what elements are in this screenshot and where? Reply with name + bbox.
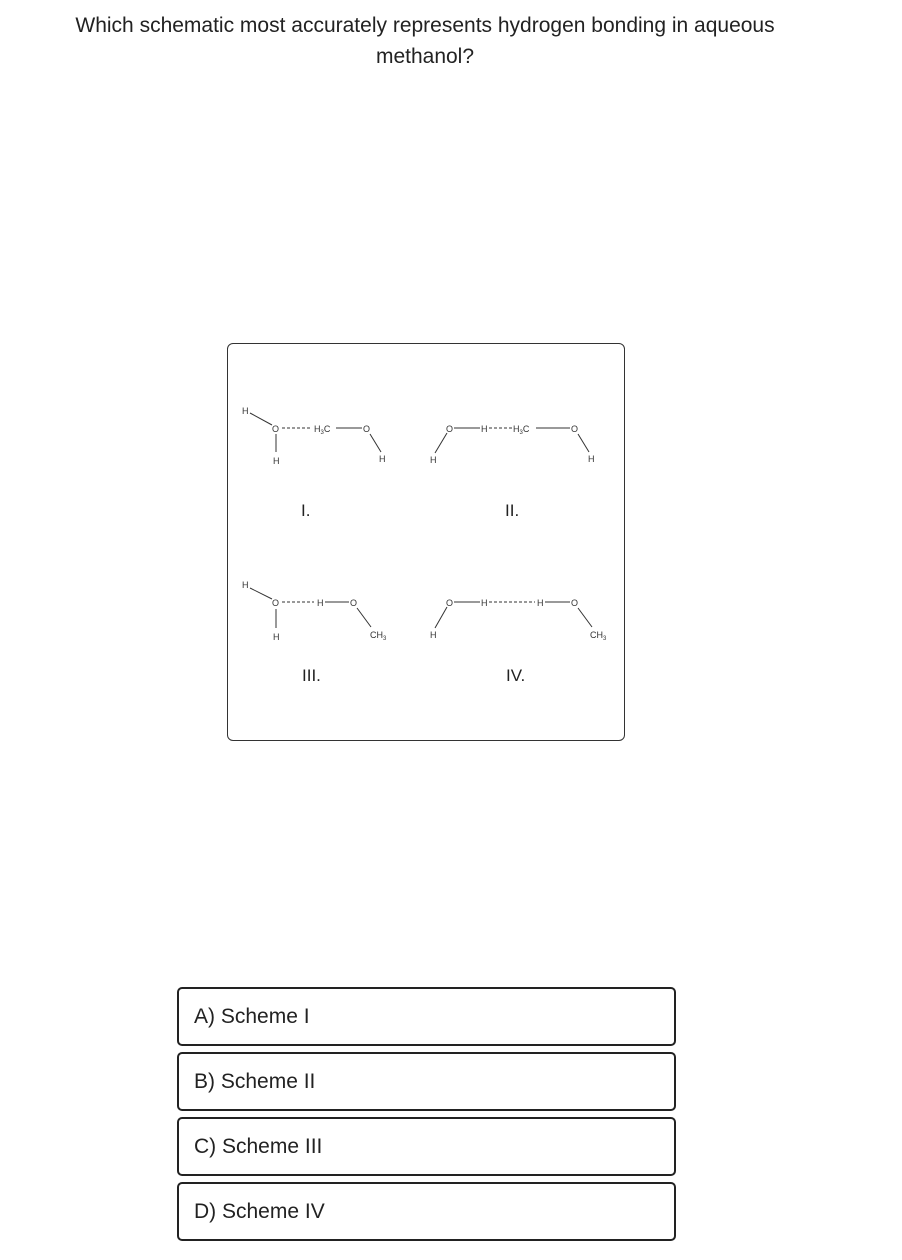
bond-line (435, 433, 447, 453)
atom-h: H (537, 598, 544, 608)
bond-line (357, 608, 371, 627)
scheme-label: I. (301, 501, 311, 520)
scheme-label: II. (505, 501, 520, 520)
option-c-button[interactable] (177, 1117, 676, 1176)
bond-line (250, 588, 272, 599)
bond-line (578, 434, 589, 452)
option-label: D) Scheme IV (194, 1199, 325, 1223)
scheme-label: IV. (506, 666, 526, 685)
option-d-button[interactable] (177, 1182, 676, 1241)
atom-o: O (571, 424, 579, 434)
atom-h: H (317, 598, 324, 608)
scheme-2 (430, 424, 595, 520)
question-line-1: Which schematic most accurately represents hydrogen bonding in aqueous (75, 14, 775, 37)
atom-h: H (430, 455, 437, 465)
scheme-1 (242, 406, 386, 520)
atom-h: H (273, 456, 280, 466)
scheme-4 (430, 598, 607, 685)
atom-o: O (446, 424, 454, 434)
atom-ch3: $CH_3$ (590, 630, 607, 642)
atom-o: O (571, 598, 579, 608)
atom-h: H (242, 406, 249, 416)
scheme-label: III. (302, 666, 321, 685)
option-label: A) Scheme I (194, 1004, 310, 1028)
atom-o: O (272, 598, 280, 608)
atom-h: H (588, 454, 595, 464)
option-label: B) Scheme II (194, 1069, 316, 1093)
atom-h: H (430, 630, 437, 640)
atom-h: H (273, 632, 280, 642)
option-b-button[interactable] (177, 1052, 676, 1111)
schematic-figure (227, 343, 625, 741)
atom-h3c: $H_3C$ (314, 424, 331, 436)
atom-h: H (481, 598, 488, 608)
bond-line (370, 434, 381, 452)
atom-ch3: $CH_3$ (370, 630, 387, 642)
option-label: C) Scheme III (194, 1134, 323, 1158)
question-text (30, 10, 820, 72)
scheme-3 (242, 580, 387, 685)
bond-line (250, 413, 272, 425)
atom-h: H (379, 454, 386, 464)
atom-h3c: $H_3C$ (513, 424, 530, 436)
question-line-2: methanol? (375, 45, 475, 68)
atom-o: O (272, 424, 280, 434)
atom-o: O (363, 424, 371, 434)
atom-h: H (242, 580, 249, 590)
schematic-diagram (228, 344, 625, 741)
atom-h: H (481, 424, 488, 434)
bond-line (435, 607, 447, 628)
option-a-button[interactable] (177, 987, 676, 1046)
atom-o: O (350, 598, 358, 608)
bond-line (578, 608, 592, 627)
atom-o: O (446, 598, 454, 608)
